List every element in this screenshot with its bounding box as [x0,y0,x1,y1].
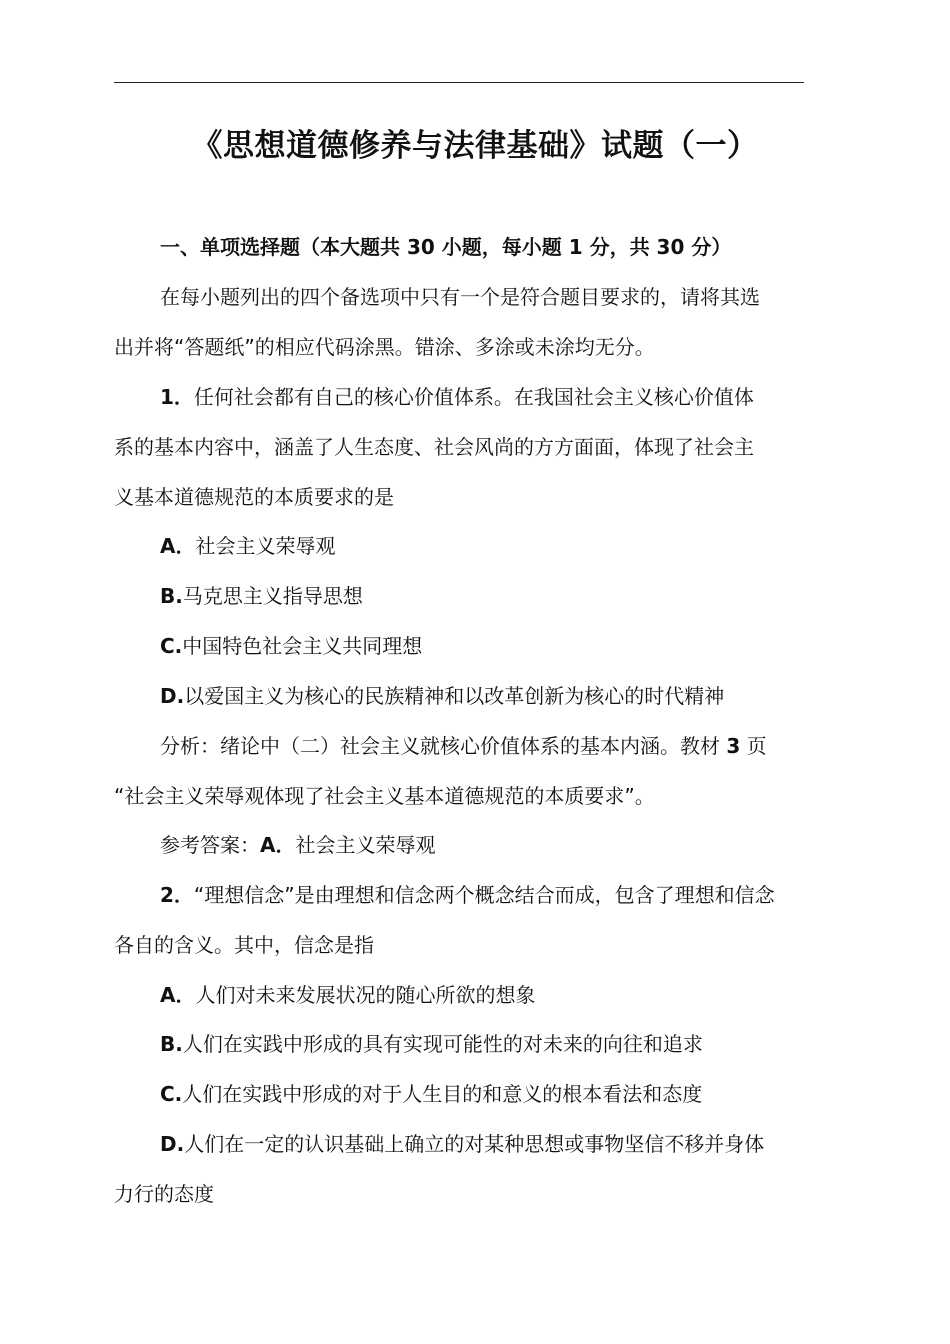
option-letter: A． [160,534,196,558]
top-divider [114,82,804,83]
option-letter: B. [160,1032,183,1056]
option-letter: C. [160,634,183,658]
question-2-stem-line-1 [160,879,775,911]
question-2-number: 2． [160,883,194,907]
instructions-line-1: 在每小题列出的四个备选项中只有一个是符合题目要求的，请将其选 [160,285,760,309]
analysis-page-unit: 页 [740,734,767,758]
option-letter: A． [160,983,196,1007]
answer-label: 参考答案： [160,833,260,857]
section-heading: 一、单项选择题（本大题共 30 小题，每小题 1 分，共 30 分） [160,235,732,259]
question-1-analysis-line-1 [160,730,767,762]
question-1-option-b [160,580,363,612]
question-1-stem-line-1 [160,381,754,413]
question-1-option-a [160,530,335,562]
question-1-answer [160,829,435,861]
instructions-line-2: 出并将“答题纸”的相应代码涂黑。错涂、多涂或未涂均无分。 [114,335,655,359]
question-1-option-c [160,630,422,662]
question-1-option-d [160,680,724,712]
question-1-stem-line-2: 系的基本内容中，涵盖了人生态度、社会风尚的方方面面，体现了社会主 [114,435,754,459]
option-text: 中国特色社会主义共同理想 [182,634,423,658]
option-text: 马克思主义指导思想 [182,584,363,608]
analysis-label: 分析： [160,734,220,758]
option-text: 社会主义荣辱观 [195,534,336,558]
document-title: 《思想道德修养与法律基础》试题（一） [191,128,759,164]
question-2-option-d-continuation: 力行的态度 [114,1182,214,1206]
question-1-stem-line-3: 义基本道德规范的本质要求的是 [114,485,394,509]
question-2-stem-line-2: 各自的含义。其中，信念是指 [114,933,374,957]
option-text: 人们在实践中形成的对于人生目的和意义的根本看法和态度 [182,1082,703,1106]
option-letter: D. [160,1132,185,1156]
question-2-option-d [160,1128,764,1160]
question-1-number: 1． [160,385,194,409]
question-2-stem-text: “理想信念”是由理想和信念两个概念结合而成，包含了理想和信念 [193,883,775,907]
option-text: 以爱国主义为核心的民族精神和以改革创新为核心的时代精神 [184,684,725,708]
analysis-page-number: 3 [726,734,741,758]
question-2-option-b [160,1028,703,1060]
option-letter: C. [160,1082,183,1106]
option-text: 人们在实践中形成的具有实现可能性的对未来的向往和追求 [182,1032,703,1056]
question-2-option-a [160,979,535,1011]
option-letter: D. [160,684,185,708]
answer-text: 社会主义荣辱观 [295,833,436,857]
question-1-analysis-line-2: “社会主义荣辱观体现了社会主义基本道德规范的本质要求”。 [114,784,655,808]
answer-letter: A． [260,833,296,857]
option-letter: B. [160,584,183,608]
analysis-text: 绪论中（二）社会主义就核心价值体系的基本内涵。教材 [220,734,727,758]
question-2-option-c [160,1078,702,1110]
option-text: 人们对未来发展状况的随心所欲的想象 [195,983,536,1007]
option-text: 人们在一定的认识基础上确立的对某种思想或事物坚信不移并身体 [184,1132,765,1156]
question-1-stem-text: 任何社会都有自己的核心价值体系。在我国社会主义核心价值体 [193,385,754,409]
